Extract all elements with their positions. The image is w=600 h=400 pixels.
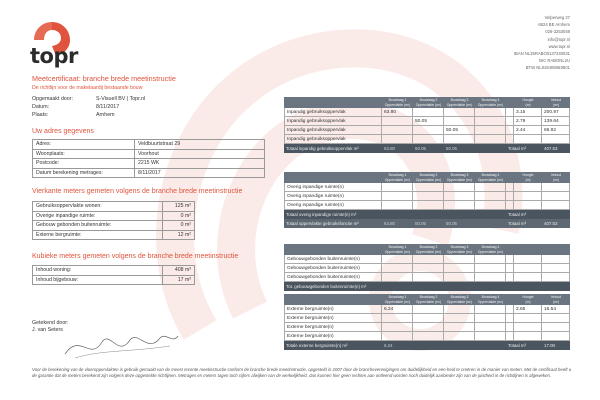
- table-header: Bouwlaag 1 Oppervlakte (m²) Bouwlaag 2 Oppervlakte (m²) Bouwlaag 3 Oppervlakte (m²) Bouwlaag 4 Oppervlakte (m²) Hoogte (m) Inhoud (m³): [284, 172, 570, 183]
- address-section-title: Uw adres gegevens: [32, 128, 94, 135]
- table-total-row: Totaal overig inpandige ruimte(n) m² Totaal m³: [284, 210, 570, 219]
- address-table: Adres: Veldbuurtstraat 29 Woonplaats: Voorhout Postcode: 2215 WK Datum berekening metrages: 8/11/2017: [32, 139, 265, 178]
- table-row: Overig inpandige ruimte(n): [284, 192, 570, 201]
- document-meta: Opgemaakt door: S-Visuell BV | Topr.nl Datum: 8/11/2017 Plaats: Arnhem: [32, 96, 146, 118]
- table-buitenruimte: [284, 244, 570, 291]
- document-title: Meetcertificaat: branche brede meetinstructie: [32, 74, 176, 83]
- table-total-row: Tot. gebouwgebonden buitenruimte(n) m²: [284, 282, 570, 291]
- volume-table: Inhoud woning: 408 m³ Inhoud bijgebouw: 17 m³: [32, 265, 195, 285]
- table-header: Bouwlaag 1 Oppervlakte (m²) Bouwlaag 2 Oppervlakte (m²) Bouwlaag 3 Oppervlakte (m²) Bouwlaag 4 Oppervlakte (m²) Hoogte (m) Inhoud (m³): [284, 97, 570, 108]
- table-row: Overig inpandige ruimte(n): [284, 183, 570, 192]
- table-row: Externe bergruimte(n): [284, 314, 570, 323]
- table-row: Externe bergruimte(n): [284, 332, 570, 341]
- document-subtitle: De richtlijn voor de makelaardij bestaande bouw: [32, 85, 143, 91]
- table-row: Gebouwgebonden buitenruimte(n): [284, 264, 570, 273]
- table-row: Inpandig gebruiksoppervlak 50.05 2.79 139.64: [284, 117, 570, 126]
- table-total-row: Totale externe bergruimte(n) m² 6.24 Totaal m³ 17.00: [284, 341, 570, 350]
- table-row: Gebouwgebonden buitenruimte(n): [284, 273, 570, 282]
- disclaimer-footer: Voor de berekening van de vloeroppervlakten is gebruik gemaakt van de meest recente meetinstructie conform de branche brede meetinstructie, opgesteld in 2007 door de brancheverenigingen om duidelijkheid en een-heid te creëren in de manier van meten. Met de certificaat heeft u de garantie dat de meters berekend zijn volgens deze opgestelde richtlijnen. Metrages en meters tagen toch cijfers afwijken van de werkelijkheid, dan kunnen hier geen rechten aan ontleend worden noch duidelijk aanbieder zijn van de juistheid in de richtlijnen is afgeweken.: [32, 367, 572, 379]
- signed-by: Getekend door: J. van Seters: [32, 320, 69, 333]
- table-header: Bouwlaag 1 Oppervlakte (m²) Bouwlaag 2 Oppervlakte (m²) Bouwlaag 3 Oppervlakte (m²) Bouwlaag 4 Oppervlakte (m²) Hoogte (m) Inhoud (m³): [284, 294, 570, 305]
- table-externe-berging: [284, 294, 570, 350]
- measured-table: Gebruiksoppervlakte wonen: 125 m² Overige inpandige ruimte: 0 m² Gebouw gebonden buitenruimte: 0 m² Externe bergruimte: 12 m²: [32, 201, 195, 240]
- table-header: Bouwlaag 1 Oppervlakte (m²) Bouwlaag 2 Oppervlakte (m²) Bouwlaag 3 Oppervlakte (m²) Bouwlaag 4 Oppervlakte (m²): [284, 244, 570, 255]
- table-row: Overig inpandige ruimte(n): [284, 201, 570, 210]
- table-row: Inpandig gebruiksoppervlak: [284, 135, 570, 144]
- measured-section-title: Vierkante meters gemeten volgens de branche brede meetinstructie: [32, 188, 243, 195]
- table-row: Externe bergruimte(n) 6.24 2.65 16.54: [284, 305, 570, 314]
- table-row: Inpandig gebruiksoppervlak 50.05 2.44 66.92: [284, 126, 570, 135]
- company-address: Velperweg 27 6824 BE Arnhem 026-3253048 info@topr.nl www.topr.nl IBAN NL35RABO0137340031 BIC RABONL2U BTW NL818406853B01: [513, 15, 570, 71]
- volume-section-title: Kubieke meters gemeten volgens de branche brede meetinstructie: [32, 253, 239, 260]
- table-row: Gebouwgebonden buitenruimte(n): [284, 255, 570, 264]
- table-total-row: Totaal inpandig gebruiksoppervlak m² 63.80 50.05 50.05 Totaal m³ 407.53: [284, 144, 570, 153]
- table-row: Inpandig gebruiksoppervlak 63.80 3.15 200.97: [284, 108, 570, 117]
- table-grand-total-row: Totaal oppervlakte gebruiksfunctie m² 63.80 50.05 50.05 Totaal m³ 407.53: [284, 219, 570, 228]
- signature-scribble: [60, 324, 180, 364]
- table-row: Externe bergruimte(n): [284, 323, 570, 332]
- table-inpandig: [284, 97, 570, 153]
- table-overig: [284, 172, 570, 228]
- brand-name: topr: [30, 44, 78, 68]
